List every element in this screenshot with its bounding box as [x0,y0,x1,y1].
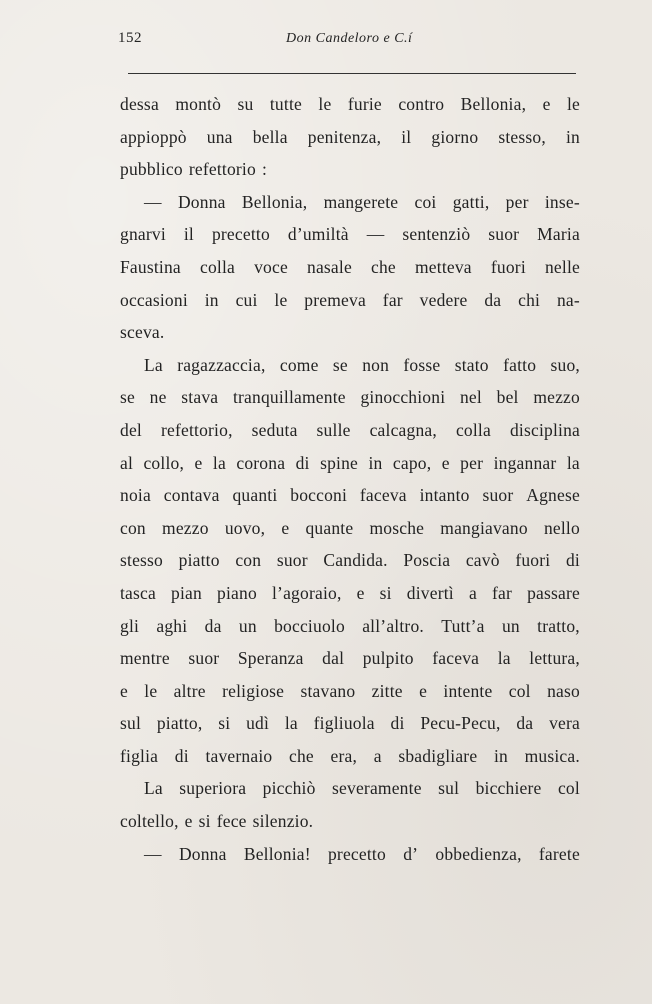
word: Pecu-Pecu, [420,713,501,734]
word: per [460,452,484,473]
word: colla [199,256,235,277]
word: refettorio, [160,419,233,440]
word: giorno [431,126,479,147]
word: vedere [419,289,468,310]
word: faceva [432,648,480,669]
word: tranquillamente [232,387,346,408]
word: pian [171,582,202,603]
text-line [120,186,580,219]
word: e [542,94,551,114]
page-number: 152 [118,30,142,46]
word: sul [438,778,460,799]
word: stesso [120,550,164,571]
word: montò [175,94,222,114]
word: chi [518,289,541,310]
text-line [120,544,580,577]
word: udì [246,713,270,734]
word: stesso, [498,126,546,147]
word: picchiò [262,778,316,799]
word: a [468,582,477,603]
word: e [281,517,290,538]
word: — [144,843,162,864]
word: piano [217,582,257,603]
text-line [120,316,580,349]
word: tavernaio [205,745,273,766]
word: stato [454,354,489,375]
word: ginocchioni [360,387,446,408]
text-line [120,805,580,838]
word: Donna [177,191,226,212]
word: suor [276,550,308,571]
word: mezzo [162,517,209,538]
word: di [295,452,310,473]
word: bocciuolo [274,615,345,636]
word: su [237,94,254,114]
word: contro [398,94,445,114]
word: — [366,224,385,245]
word: corona [236,452,286,473]
word: Candida. [323,550,388,571]
word: zitte [371,680,403,701]
word: e [194,452,203,473]
word: era, [330,745,358,766]
word: il [401,126,412,147]
word: na- [556,289,580,310]
word: coltello, [120,811,179,832]
word: in [493,745,508,766]
word: e [419,680,428,701]
word: le [566,94,580,114]
word: collo, [143,452,185,473]
word: superiora [179,778,247,799]
word: e [184,811,193,832]
word: col [557,778,580,799]
word: d’umiltà [287,224,349,245]
word: intanto [419,485,470,506]
word: tasca [120,582,156,603]
word: d’ [403,843,419,864]
word: nello [543,517,580,538]
word: suor [482,485,514,506]
word: occasioni [120,289,188,310]
text-line [120,642,580,675]
word: premeva [304,289,366,310]
word: il [183,224,194,245]
word: a [373,745,382,766]
word: furie [347,94,382,114]
word: gatti, [452,191,490,212]
word: da [204,615,222,636]
word: fuori [490,256,526,277]
word: cui [235,289,258,310]
word: passare [527,582,580,603]
page-header [116,30,576,54]
word: faceva [359,485,407,506]
word: di [565,550,580,571]
word: in [204,289,219,310]
word: naso [547,680,580,701]
word: aghi [156,615,188,636]
word: la [212,452,226,473]
word: non [362,354,390,375]
word: sceva. [120,322,165,343]
word: e [356,582,365,603]
word: al [120,452,134,473]
word: con [120,517,146,538]
word: La [144,354,163,375]
text-line [120,479,580,512]
word: si [198,811,211,832]
word: bicchiere [475,778,542,799]
word: come [279,354,319,375]
word: e [120,680,128,701]
word: la [284,713,298,734]
word: in [368,452,383,473]
word: fece [216,811,247,832]
word: Maria [537,224,580,245]
word: noia [120,485,151,506]
word: precetto [327,843,386,864]
word: stavano [300,680,356,701]
word: figliuola [313,713,375,734]
word: ragazzaccia, [177,354,266,375]
word: bel [496,387,519,408]
word: col [508,680,531,701]
word: che [371,256,396,277]
word: lettura, [529,648,580,669]
text-line [120,251,580,284]
text-line [120,349,580,382]
word: disciplina [509,419,580,440]
word: Faustina [120,256,181,277]
word: penitenza, [307,126,382,147]
word: altre [173,680,206,701]
word: inse- [544,191,580,212]
word: di [390,713,405,734]
header-rule [128,73,576,74]
word: obbedienza, [435,843,522,864]
word: sentenziò [402,224,471,245]
word: Tutt’a [441,615,485,636]
word: per [505,191,529,212]
word: suor [188,648,220,669]
word: gnarvi [120,224,166,245]
word: vera [549,713,580,734]
word: bella [252,126,288,147]
word: Bellonia, [460,94,527,114]
word: — [144,191,162,212]
word: divertì [406,582,454,603]
word: colla [455,419,491,440]
word: Speranza [237,648,304,669]
text-line [120,414,580,447]
word: tutte [269,94,302,114]
word: far [382,289,403,310]
word: un [501,615,520,636]
word: musica. [524,745,580,766]
word: voce [254,256,288,277]
word: mangerete [323,191,399,212]
running-title: Don Candeloro e C.í [286,31,413,46]
word: tratto, [537,615,580,636]
word: fatto [503,354,537,375]
word: la [497,648,511,669]
word: figlia [120,745,159,766]
word: farete [538,843,580,864]
word: appioppò [120,126,187,147]
word: metteva [414,256,472,277]
word: stava [181,387,219,408]
text-line [120,707,580,740]
text-line [120,153,580,186]
word: far [491,582,512,603]
text-line [120,577,580,610]
word: severamente [332,778,422,799]
word: sulle [316,419,351,440]
word: gli [120,615,140,636]
word: sul [120,713,142,734]
word: fosse [403,354,441,375]
word: quante [305,517,354,538]
word: Bellonia! [243,843,311,864]
word: suor [488,224,520,245]
word: religiose [222,680,285,701]
word: bocconi [290,485,348,506]
word: la [566,452,580,473]
word: uovo, [224,517,266,538]
word: quanti [232,485,278,506]
word: seduta [251,419,298,440]
word: che [288,745,314,766]
word: da [484,289,502,310]
text-line [120,218,580,251]
word: spine [320,452,359,473]
word: coi [414,191,437,212]
word: contava [163,485,220,506]
word: Donna [178,843,227,864]
word: Agnese [526,485,580,506]
word: refettorio [188,159,256,180]
text-line [120,740,580,773]
word: dal [322,648,345,669]
word: e [441,452,450,473]
word: mosche [369,517,425,538]
text-line [120,675,580,708]
word: da [516,713,534,734]
word: se [120,387,135,408]
word: cavò [465,550,500,571]
word: se [332,354,348,375]
text-line [120,121,580,154]
word: nel [459,387,482,408]
word: precetto [211,224,270,245]
word: una [206,126,233,147]
word: capo, [392,452,432,473]
word: con [235,550,262,571]
word: sbadigliare [398,745,478,766]
word: in [565,126,580,147]
text-line [120,381,580,414]
word: all’altro. [362,615,424,636]
word: pulpito [362,648,414,669]
text-line [120,284,580,317]
word: si [218,713,231,734]
word: mentre [120,648,170,669]
word: Poscia [403,550,451,571]
text-line [120,838,580,871]
word: del [120,419,142,440]
word: Bellonia, [241,191,308,212]
word: intente [443,680,493,701]
word: piatto, [156,713,203,734]
text-line [120,772,580,805]
word: piatto [178,550,220,571]
word: di [174,745,189,766]
word: nasale [307,256,352,277]
word: silenzio. [252,811,314,832]
word: mezzo [533,387,580,408]
word: ingannar [493,452,557,473]
text-line [120,512,580,545]
word: ne [149,387,167,408]
word: La [144,778,163,799]
word: : [261,159,268,180]
body-text [120,88,580,870]
word: un [238,615,257,636]
word: pubblico [120,159,183,180]
word: calcagna, [369,419,437,440]
word: le [274,289,288,310]
text-line [120,610,580,643]
text-line [120,88,580,121]
word: si [379,582,392,603]
word: suo, [550,354,580,375]
word: mangiavano [440,517,528,538]
word: l’agoraio, [272,582,342,603]
word: le [144,680,158,701]
word: le [318,94,332,114]
word: nelle [544,256,580,277]
text-line [120,447,580,480]
word: dessa [120,94,159,114]
word: fuori [515,550,551,571]
